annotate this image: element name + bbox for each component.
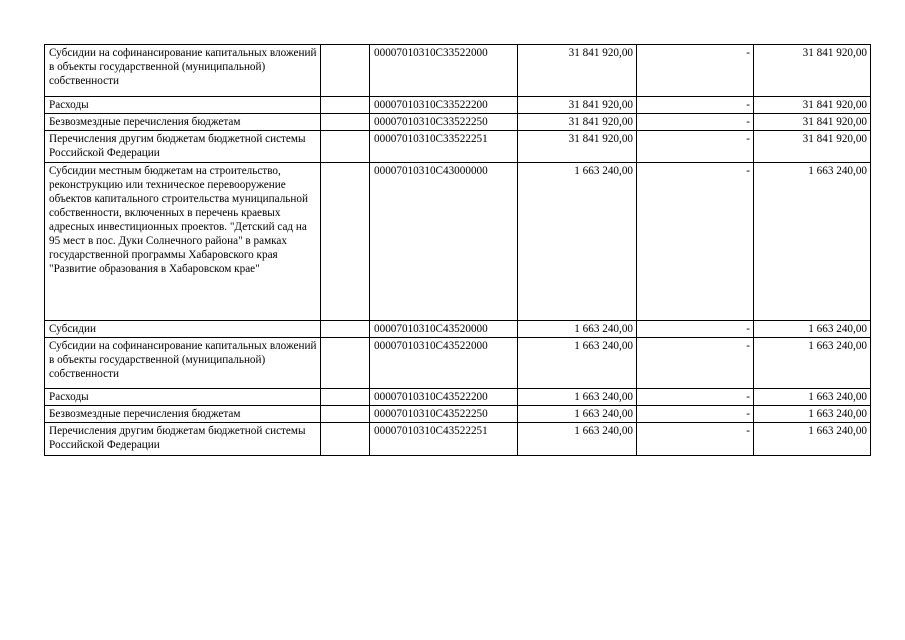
row-empty-cell (321, 406, 370, 423)
row-unexecuted-cell: 31 841 920,00 (754, 131, 871, 163)
row-name-cell: Перечисления другим бюджетам бюджетной системы Российской Федерации (45, 423, 321, 456)
row-name-cell: Безвозмездные перечисления бюджетам (45, 114, 321, 131)
row-code-cell: 00007010310C33522251 (370, 131, 518, 163)
row-name-cell: Перечисления другим бюджетам бюджетной системы Российской Федерации (45, 131, 321, 163)
row-unexecuted-cell: 1 663 240,00 (754, 163, 871, 321)
table-row (45, 97, 871, 114)
row-code-cell: 00007010310C43000000 (370, 163, 518, 321)
row-approved-cell: 31 841 920,00 (518, 114, 637, 131)
row-executed-cell: - (637, 389, 754, 406)
table-row (45, 131, 871, 163)
row-empty-cell (321, 423, 370, 456)
row-approved-cell: 1 663 240,00 (518, 406, 637, 423)
budget-table-body (45, 45, 871, 456)
row-executed-cell: - (637, 321, 754, 338)
row-approved-cell: 1 663 240,00 (518, 389, 637, 406)
table-row (45, 163, 871, 321)
row-unexecuted-cell: 31 841 920,00 (754, 97, 871, 114)
row-approved-cell: 1 663 240,00 (518, 321, 637, 338)
row-empty-cell (321, 97, 370, 114)
row-code-cell: 00007010310C43522251 (370, 423, 518, 456)
row-code-cell: 00007010310C43522200 (370, 389, 518, 406)
row-name-cell: Безвозмездные перечисления бюджетам (45, 406, 321, 423)
row-name-cell: Субсидии (45, 321, 321, 338)
row-approved-cell: 1 663 240,00 (518, 338, 637, 389)
row-code-cell: 00007010310C33522200 (370, 97, 518, 114)
row-approved-cell: 1 663 240,00 (518, 423, 637, 456)
row-name-cell: Расходы (45, 97, 321, 114)
row-empty-cell (321, 45, 370, 97)
row-unexecuted-cell: 1 663 240,00 (754, 321, 871, 338)
row-executed-cell: - (637, 338, 754, 389)
row-code-cell: 00007010310C43522250 (370, 406, 518, 423)
row-unexecuted-cell: 1 663 240,00 (754, 423, 871, 456)
row-unexecuted-cell: 1 663 240,00 (754, 338, 871, 389)
row-executed-cell: - (637, 114, 754, 131)
row-name-cell: Субсидии местным бюджетам на строительство, реконструкцию или техническое перевооружение объектов капитального строительства муниципальной собственности, включенных в перечень краевых адресных инвестиционных проектов. "Детский сад на 95 мест в пос. Дуки Солнечного района" в рамках государственной программы Хабаровского края "Развитие образования в Хабаровском крае" (45, 163, 321, 321)
row-code-cell: 00007010310C33522250 (370, 114, 518, 131)
row-executed-cell: - (637, 163, 754, 321)
table-row (45, 114, 871, 131)
row-empty-cell (321, 131, 370, 163)
row-executed-cell: - (637, 423, 754, 456)
table-row (45, 406, 871, 423)
table-row (45, 389, 871, 406)
row-empty-cell (321, 163, 370, 321)
row-unexecuted-cell: 31 841 920,00 (754, 114, 871, 131)
row-name-cell: Расходы (45, 389, 321, 406)
row-unexecuted-cell: 1 663 240,00 (754, 406, 871, 423)
row-approved-cell: 1 663 240,00 (518, 163, 637, 321)
row-empty-cell (321, 389, 370, 406)
row-code-cell: 00007010310C43522000 (370, 338, 518, 389)
row-approved-cell: 31 841 920,00 (518, 45, 637, 97)
row-executed-cell: - (637, 97, 754, 114)
row-approved-cell: 31 841 920,00 (518, 131, 637, 163)
row-unexecuted-cell: 1 663 240,00 (754, 389, 871, 406)
row-empty-cell (321, 321, 370, 338)
row-executed-cell: - (637, 45, 754, 97)
row-name-cell: Субсидии на софинансирование капитальных вложений в объекты государственной (муниципальной) собственности (45, 338, 321, 389)
row-executed-cell: - (637, 131, 754, 163)
row-empty-cell (321, 114, 370, 131)
table-row (45, 45, 871, 97)
row-empty-cell (321, 338, 370, 389)
row-approved-cell: 31 841 920,00 (518, 97, 637, 114)
row-executed-cell: - (637, 406, 754, 423)
row-code-cell: 00007010310C33522000 (370, 45, 518, 97)
row-code-cell: 00007010310C43520000 (370, 321, 518, 338)
row-name-cell: Субсидии на софинансирование капитальных вложений в объекты государственной (муниципальной) собственности (45, 45, 321, 97)
row-unexecuted-cell: 31 841 920,00 (754, 45, 871, 97)
table-row (45, 321, 871, 338)
budget-table (44, 44, 871, 456)
table-row (45, 338, 871, 389)
table-row (45, 423, 871, 456)
